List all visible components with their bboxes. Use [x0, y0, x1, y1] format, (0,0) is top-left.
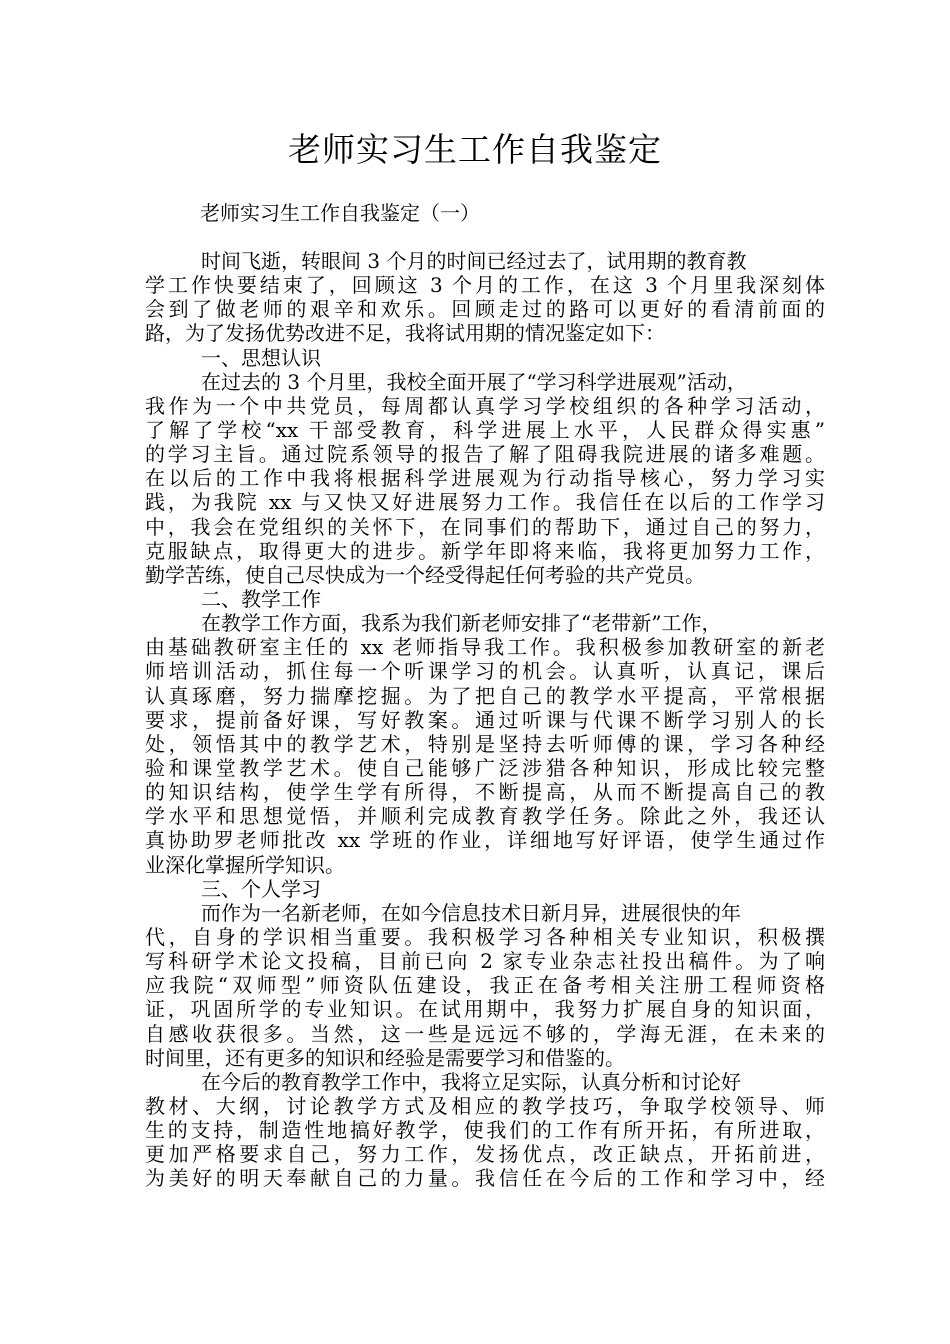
text-line: 学工作快要结束了，回顾这 3 个月的工作，在这 3 个月里我深刻体: [145, 273, 825, 298]
section-heading: 三、个人学习: [201, 876, 321, 901]
text-line: 写科研学术论文投稿，目前已向 2 家专业杂志社投出稿件。为了响: [145, 949, 825, 974]
text-line: 更加严格要求自己，努力工作，发扬优点，改正缺点，开拓前进，: [145, 1142, 825, 1167]
text-line: 时间里，还有更多的知识和经验是需要学习和借鉴的。: [145, 1045, 625, 1070]
text-line: 在今后的教育教学工作中，我将立足实际，认真分析和讨论好: [201, 1069, 741, 1094]
text-line: 学水平和思想觉悟，并顺利完成教育教学任务。除此之外，我还认: [145, 804, 825, 829]
text-line: 时间飞逝，转眼间 3 个月的时间已经过去了，试用期的教育教: [201, 249, 747, 273]
text-line: 克服缺点，取得更大的进步。新学年即将来临，我将更加努力工作，: [145, 538, 825, 563]
text-line: 业深化掌握所学知识。: [145, 852, 345, 877]
text-line: 在以后的工作中我将根据科学进展观为行动指导核心，努力学习实: [145, 466, 825, 491]
text-line: 自感收获很多。当然，这一些是远远不够的，学海无涯，在未来的: [145, 1021, 825, 1046]
text-line: 要求，提前备好课，写好教案。通过听课与代课不断学习别人的长: [145, 707, 825, 732]
document-title: 老师实习生工作自我鉴定: [288, 130, 662, 169]
text-line: 真协助罗老师批改 xx 学班的作业，详细地写好评语，使学生通过作: [145, 828, 825, 853]
text-line: 处，领悟其中的教学艺术，特别是坚持去听师傅的课，学习各种经: [145, 731, 825, 756]
document-body: [145, 249, 825, 1190]
text-line: 勤学苦练，使自己尽快成为一个经受得起任何考验的共产党员。: [145, 562, 705, 587]
text-line: 由基础教研室主任的 xx 老师指导我工作。我积极参加教研室的新老: [145, 635, 825, 660]
text-line: 践，为我院 xx 与又快又好进展努力工作。我信任在以后的工作学习: [145, 490, 825, 515]
text-line: 我作为一个中共党员，每周都认真学习学校组织的各种学习活动，: [145, 393, 825, 418]
text-line: 生的支持，制造性地搞好教学，使我们的工作有所开拓，有所进取，: [145, 1118, 825, 1143]
text-line: 的知识结构，使学生学有所得，不断提高，从而不断提高自己的教: [145, 780, 825, 805]
section-heading: 一、思想认识: [201, 345, 321, 370]
text-line: 在过去的 3 个月里，我校全面开展了“学习科学进展观”活动，: [201, 369, 747, 394]
text-line: 代，自身的学识相当重要。我积极学习各种相关专业知识，积极撰: [145, 924, 825, 949]
text-line: 认真琢磨，努力揣摩挖掘。为了把自己的教学水平提高，平常根据: [145, 683, 825, 708]
text-line: 师培训活动，抓住每一个听课学习的机会。认真听，认真记，课后: [145, 659, 825, 684]
text-line: 的学习主旨。通过院系领导的报告了解了阻碍我院进展的诸多难题。: [145, 442, 825, 467]
document-subtitle: 老师实习生工作自我鉴定（一）: [200, 201, 480, 225]
text-line: 中，我会在党组织的关怀下，在同事们的帮助下，通过自己的努力，: [145, 514, 825, 539]
text-line: 应我院“双师型”师资队伍建设，我正在备考相关注册工程师资格: [145, 973, 825, 998]
text-line: 会到了做老师的艰辛和欢乐。回顾走过的路可以更好的看清前面的: [145, 297, 825, 322]
section-heading: 二、教学工作: [201, 586, 321, 611]
text-line: 为美好的明天奉献自己的力量。我信任在今后的工作和学习中，经: [145, 1166, 825, 1191]
text-line: 了解了学校“xx 干部受教育，科学进展上水平，人民群众得实惠”: [145, 417, 825, 442]
text-line: 在教学工作方面，我系为我们新老师安排了“老带新”工作，: [201, 611, 722, 636]
text-line: 证，巩固所学的专业知识。在试用期中，我努力扩展自身的知识面，: [145, 997, 825, 1022]
text-line: 验和课堂教学艺术。使自己能够广泛涉猎各种知识，形成比较完整: [145, 755, 825, 780]
text-line: 路，为了发扬优势改进不足，我将试用期的情况鉴定如下：: [145, 321, 665, 346]
text-line: 而作为一名新老师，在如今信息技术日新月异，进展很快的年: [201, 900, 741, 925]
text-line: 教材、大纲，讨论教学方式及相应的教学技巧，争取学校领导、师: [145, 1093, 825, 1118]
